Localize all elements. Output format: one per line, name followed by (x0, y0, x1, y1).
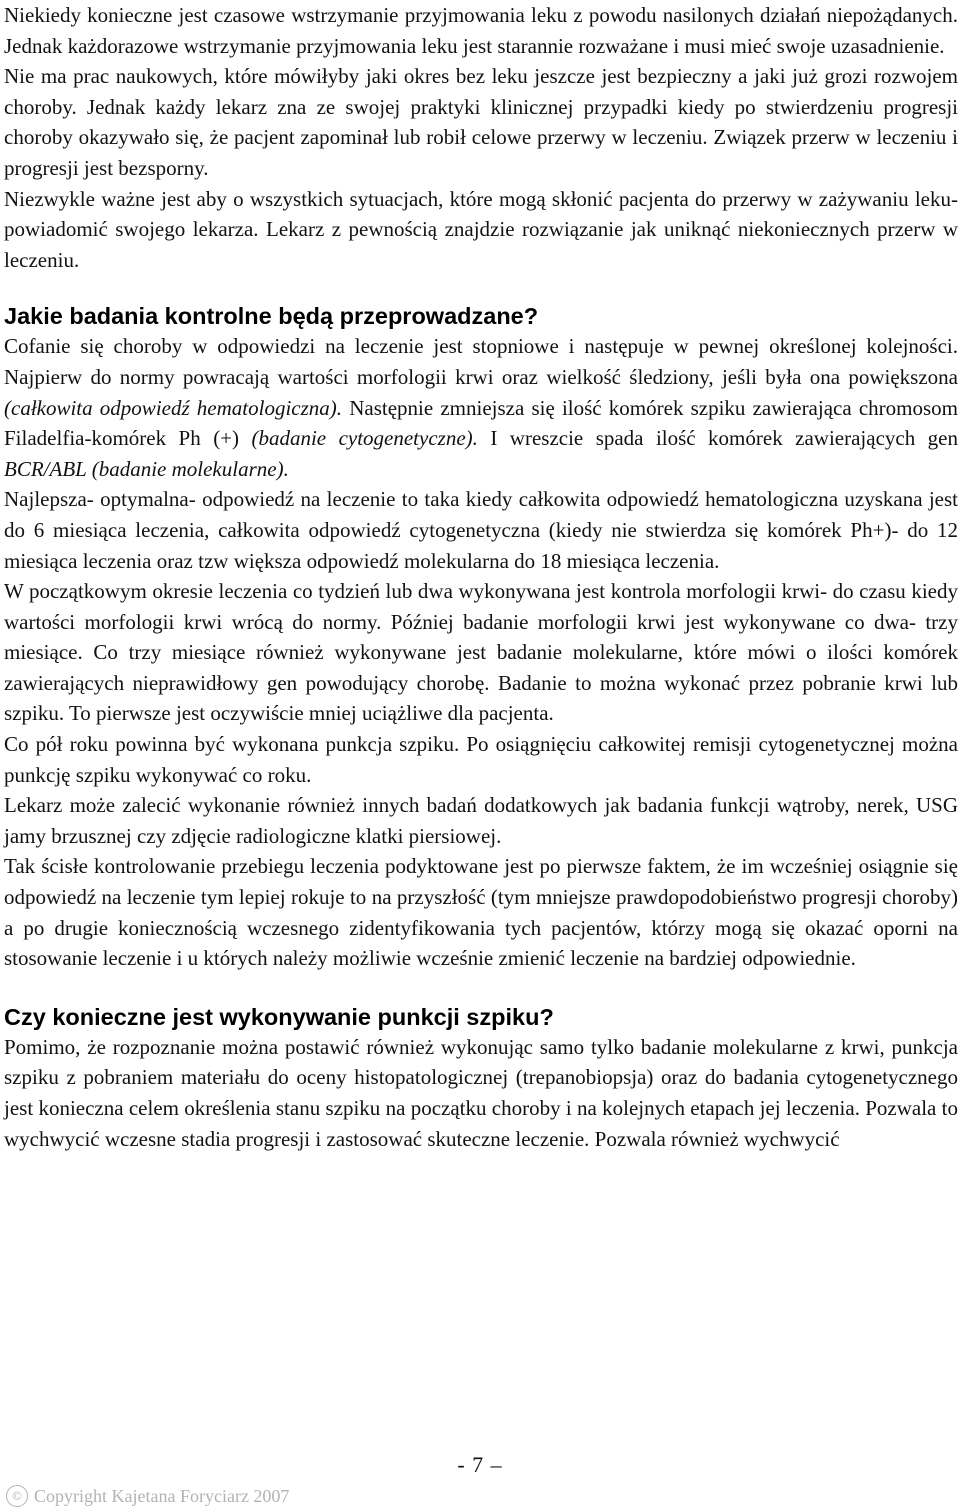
section-heading-kontrolne: Jakie badania kontrolne będą przeprowadzane? (4, 303, 539, 330)
paragraph (4, 61, 958, 183)
paragraph (4, 331, 958, 484)
paragraph (4, 0, 958, 61)
text-segment: W początkowym okresie leczenia co tydzień lub dwa wykonywana jest kontrola morfologii krwi- do czasu kiedy wartości morfologii krwi wrócą do normy. Później badanie morfologii krwi jest wykonywane co dwa- trzy miesiące. Co trzy miesiące również wykonywane jest badanie molekularne, które mówi o ilości komórek zawierających nieprawidłowy gen powodujący chorobę. Badanie to można wykonać przez pobranie krwi lub szpiku. To pierwsze jest oczywiście mniej uciążliwe dla pacjenta. (4, 579, 958, 726)
text-segment: Najlepsza- optymalna- odpowiedź na leczenie to taka kiedy całkowita odpowiedź hematologiczna uzyskana jest do 6 miesiąca leczenia, całkowita odpowiedź cytogenetyczna (kiedy nie stwierdza się komórek Ph+)- do 12 miesiąca leczenia oraz tzw większa odpowiedź molekularna do 18 miesiąca leczenia. (4, 487, 958, 573)
text-segment: Lekarz może zalecić wykonanie również innych badań dodatkowych jak badania funkcji wątroby, nerek, USG jamy brzusznej czy zdjęcie radiologiczne klatki piersiowej. (4, 793, 958, 848)
paragraph (4, 484, 958, 576)
paragraph (4, 576, 958, 729)
paragraph (4, 851, 958, 973)
text-segment: Niezwykle ważne jest aby o wszystkich sytuacjach, które mogą skłonić pacjenta do przerwy w zażywaniu leku- powiadomić swojego lekarza. Lekarz z pewnością znajdzie rozwiązanie jak uniknąć niekoniecznych przerw w leczeniu. (4, 186, 958, 272)
spacer (4, 275, 958, 301)
paragraph (4, 1032, 958, 1154)
document-page (4, 0, 958, 1154)
section-heading-punkcja: Czy konieczne jest wykonywanie punkcji szpiku? (4, 1003, 554, 1030)
text-segment: Cofanie się choroby w odpowiedzi na leczenie jest stopniowe i następuje w pewnej określonej kolejności. Najpierw do normy powracają wartości morfologii krwi oraz wielkość śledziony, jeśli była ona powiększona (4, 334, 958, 389)
text-segment: Co pół roku powinna być wykonana punkcja szpiku. Po osiągnięciu całkowitej remisji cytogenetycznej można punkcję szpiku wykonywać co roku. (4, 732, 958, 787)
text-segment: Nie ma prac naukowych, które mówiłyby jaki okres bez leku jeszcze jest bezpieczny a jaki już grozi rozwojem choroby. Jednak każdy lekarz zna ze swojej praktyki klinicznej przypadki kiedy po stwierdzeniu progresji choroby okazywało się, że pacjent zapominał lub robił celowe przerwy w leczeniu. Związek przerw w leczeniu i progresji jest bezsporny. (4, 64, 958, 180)
text-segment: I wreszcie spada ilość komórek zawierających gen (477, 426, 958, 451)
section-body-kontrolne (4, 331, 958, 973)
section-body-punkcja (4, 1032, 958, 1154)
italic-text-segment: BCR/ABL (badanie molekularne). (4, 456, 289, 481)
intro-paragraphs (4, 0, 958, 275)
text-segment: Następnie zmniejsza się ilość komórek szpiku zawierająca chromosom Filadelfia-komórek Ph (+) (4, 395, 958, 451)
copyright-icon: © (6, 1485, 28, 1507)
text-segment: Pomimo, że rozpoznanie można postawić również wykonując samo tylko badanie molekularne z krwi, punkcja szpiku z pobraniem materiału do oceny histopatologicznej (trepanobiopsja) oraz do badania cytogenetycznego jest konieczna celem określenia stanu szpiku na początku choroby i na kolejnych etapach jej leczenia. Pozwala to wychwycić wczesne stadia progresji i zastosować skuteczne leczenie. Pozwala również wychwycić (4, 1034, 958, 1151)
copyright-notice (6, 1486, 289, 1509)
page-number: - 7 – (457, 1452, 503, 1477)
spacer (4, 974, 958, 1002)
italic-text-segment: (całkowita odpowiedź hematologiczna). (4, 395, 343, 420)
italic-text-segment: (badanie cytogenetyczne). (251, 426, 478, 451)
paragraph (4, 790, 958, 851)
text-segment: Tak ścisłe kontrolowanie przebiegu leczenia podyktowane jest po pierwsze faktem, że im wcześniej osiągnie się odpowiedź na leczenie tym lepiej rokuje to na przyszłość (tym mniejsze prawdopodobieństwo progresji choroby) a po drugie koniecznością wczesnego zidentyfikowania tych pacjentów, którzy mogą się okazać oporni na stosowanie leczenie i u których należy możliwie wcześnie zmienić leczenie na bardziej odpowiednie. (4, 854, 958, 971)
paragraph (4, 184, 958, 276)
paragraph (4, 729, 958, 790)
copyright-text: Copyright Kajetana Foryciarz 2007 (34, 1486, 290, 1506)
text-segment: Niekiedy konieczne jest czasowe wstrzymanie przyjmowania leku z powodu nasilonych działań niepożądanych. Jednak każdorazowe wstrzymanie przyjmowania leku jest starannie rozważane i musi mieć swoje uzasadnienie. (4, 3, 958, 58)
